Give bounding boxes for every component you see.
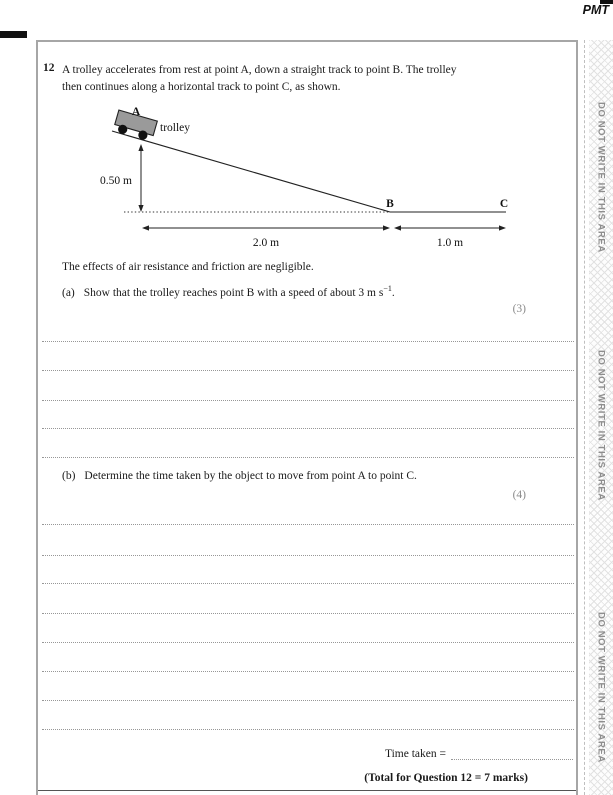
arrow-right-icon [499, 225, 506, 230]
time-taken-label: Time taken = [384, 748, 446, 760]
part-b-label: (b) [62, 470, 76, 482]
do-not-write-text: DO NOT WRITE IN THIS AREA [595, 350, 607, 501]
question-end-rule [38, 790, 576, 791]
margin-dashed-line [584, 40, 585, 795]
superscript-minus-one: −1 [383, 284, 392, 294]
question-intro-line-2: then continues along a horizontal track to point C, as shown. [62, 80, 341, 93]
time-taken-row [385, 747, 573, 760]
answer-line[interactable] [42, 555, 574, 556]
diagram-label-b: B [386, 198, 394, 210]
diagram-height-label: 0.50 m [100, 175, 132, 187]
answer-line[interactable] [42, 671, 574, 672]
arrow-left-icon [394, 225, 401, 230]
pmt-watermark: PMT [582, 3, 609, 17]
diagram-distance-bc-label: 1.0 m [436, 237, 464, 249]
do-not-write-strip [589, 40, 613, 795]
arrow-down-icon [138, 205, 143, 212]
arrow-right-icon [383, 225, 390, 230]
diagram-label-a: A [131, 106, 141, 118]
question-intro [62, 62, 457, 95]
arrow-left-icon [142, 225, 149, 230]
question-intro-line-1: A trolley accelerates from rest at point A, down a straight track to point B. The trolley [62, 64, 457, 76]
top-left-black-mark [0, 31, 27, 38]
do-not-write-text: DO NOT WRITE IN THIS AREA [595, 612, 607, 763]
total-marks-line: (Total for Question 12 = 7 marks) [364, 772, 528, 784]
diagram-distance-ab-label: 2.0 m [252, 237, 280, 249]
answer-line[interactable] [42, 400, 574, 401]
answer-line[interactable] [42, 370, 574, 371]
arrow-up-icon [138, 144, 143, 151]
answer-line[interactable] [42, 341, 574, 342]
trolley-diagram [38, 100, 578, 252]
answer-line[interactable] [42, 700, 574, 701]
answer-line[interactable] [42, 457, 574, 458]
answer-line[interactable] [42, 524, 574, 525]
part-b-marks-badge: (4) [512, 489, 526, 501]
part-a-text: Show that the trolley reaches point B with a speed of about 3 m $s^{-1}$. [83, 284, 395, 299]
answer-line[interactable] [42, 613, 574, 614]
answer-line[interactable] [42, 428, 574, 429]
do-not-write-text: DO NOT WRITE IN THIS AREA [595, 102, 607, 253]
time-taken-answer-field[interactable] [451, 747, 573, 760]
diagram-trolley-label: trolley [160, 122, 191, 134]
part-a-label: (a) [62, 287, 75, 299]
part-b-question [62, 470, 417, 482]
answer-line[interactable] [42, 642, 574, 643]
diagram-label-c: C [499, 198, 509, 210]
answer-line[interactable] [42, 583, 574, 584]
incline-track-line [112, 131, 390, 212]
question-number: 12 [43, 62, 55, 74]
part-a-question [62, 284, 395, 299]
part-b-text: Determine the time taken by the object to move from point A to point C. [84, 470, 417, 482]
part-a-marks-badge: (3) [512, 303, 526, 315]
question-box [36, 40, 578, 795]
answer-line[interactable] [42, 729, 574, 730]
note-text: The effects of air resistance and friction are negligible. [62, 261, 314, 273]
